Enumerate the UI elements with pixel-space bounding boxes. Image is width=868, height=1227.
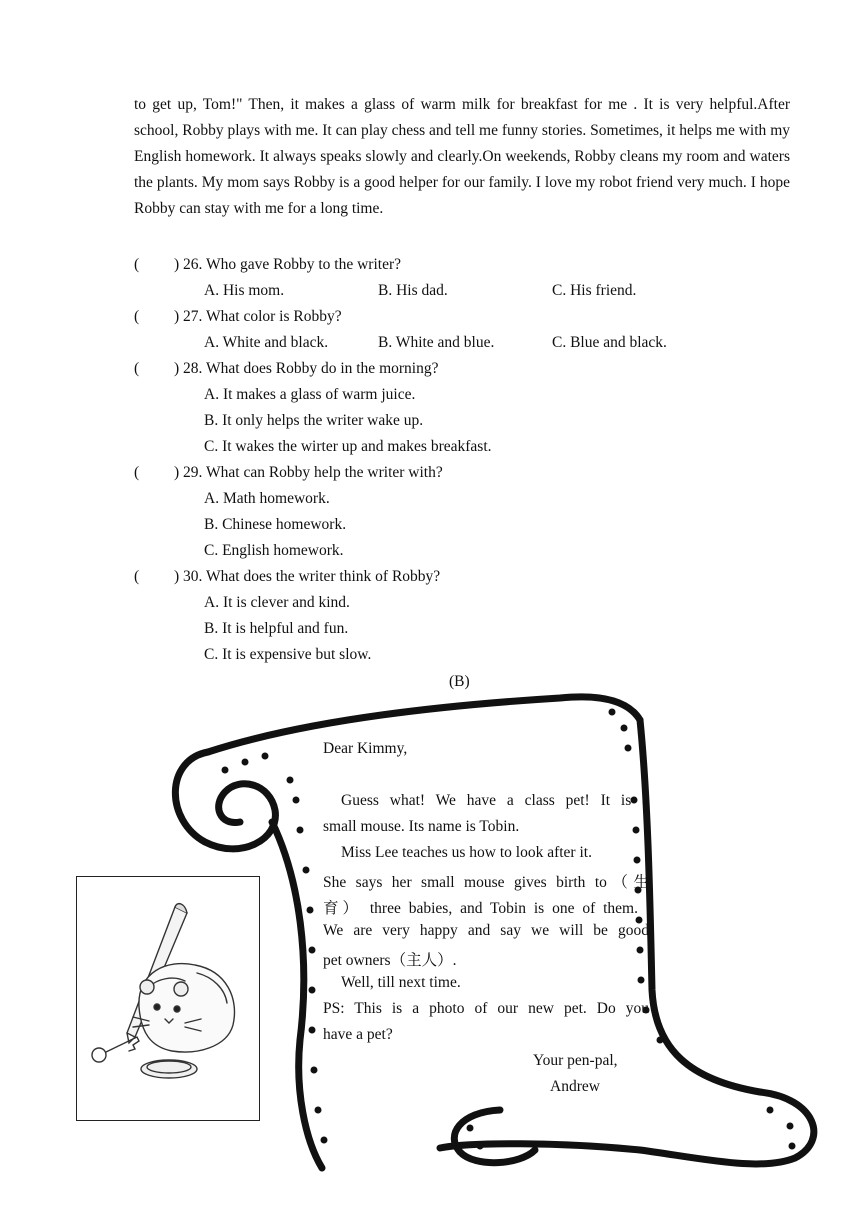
- letter-line: have a pet?: [323, 1026, 393, 1043]
- letter-line: Well, till next time.: [341, 974, 461, 991]
- question-30: [134, 568, 440, 586]
- letter-line: small mouse. Its name is Tobin.: [323, 818, 520, 835]
- letter-signature: Andrew: [550, 1078, 600, 1095]
- question-26: [134, 256, 401, 274]
- option-27-a: A. White and black.: [204, 334, 329, 351]
- question-label: ) 27. What color is Robby?: [174, 308, 342, 325]
- question-29: [134, 464, 443, 482]
- letter-line: pet owners（主人）.: [323, 952, 457, 969]
- question-28: [134, 360, 438, 378]
- letter-closing: Your pen-pal,: [533, 1052, 618, 1069]
- passage-a-text: to get up, Tom!" Then, it makes a glass of warm milk for breakfast for me . It is very helpful.After school, Robby plays with me. It can play chess and tell me funny stories. Sometimes, it helps me with my English homework. It always speaks slowly and clearly.On weekends, Robby cleans my room and waters the plants. My mom says Robby is a good helper for our family. I love my robot friend very much. I hope Robby can stay with me for a long time.: [134, 96, 790, 217]
- letter-line: Miss Lee teaches us how to look after it.: [341, 844, 592, 861]
- option-28-b: B. It only helps the writer wake up.: [204, 412, 424, 429]
- letter-greeting: Dear Kimmy,: [323, 740, 408, 757]
- option-30-b: B. It is helpful and fun.: [204, 620, 349, 637]
- letter-line: 育） three babies, and Tobin is one of them.: [323, 900, 638, 917]
- section-b-heading: (B): [449, 673, 470, 690]
- hamster-icon: [77, 877, 259, 1120]
- option-26-c: C. His friend.: [552, 282, 637, 299]
- option-26-a: A. His mom.: [204, 282, 285, 299]
- letter-line: She says her small mouse gives birth to（生: [323, 874, 649, 891]
- letter-line: Guess what! We have a class pet! It is a: [341, 792, 649, 809]
- option-29-b: B. Chinese homework.: [204, 516, 347, 533]
- answer-blank[interactable]: (: [134, 360, 140, 377]
- question-label: ) 30. What does the writer think of Robby?: [174, 568, 441, 585]
- option-26-b: B. His dad.: [378, 282, 448, 299]
- answer-blank[interactable]: (: [134, 464, 140, 481]
- answer-blank[interactable]: (: [134, 308, 140, 325]
- option-30-c: C. It is expensive but slow.: [204, 646, 372, 663]
- question-27: [134, 308, 342, 326]
- pet-photo-frame: [76, 876, 260, 1121]
- option-27-b: B. White and blue.: [378, 334, 495, 351]
- answer-blank[interactable]: (: [134, 256, 140, 273]
- answer-blank[interactable]: (: [134, 568, 140, 585]
- letter-line: PS: This is a photo of our new pet. Do you: [323, 1000, 649, 1017]
- option-28-c: C. It wakes the wirter up and makes breakfast.: [204, 438, 492, 455]
- question-label: ) 26. Who gave Robby to the writer?: [174, 256, 401, 273]
- option-27-c: C. Blue and black.: [552, 334, 667, 351]
- letter-line: We are very happy and say we will be good: [323, 922, 649, 939]
- option-29-a: A. Math homework.: [204, 490, 330, 507]
- question-label: ) 28. What does Robby do in the morning?: [174, 360, 439, 377]
- option-29-c: C. English homework.: [204, 542, 344, 559]
- option-28-a: A. It makes a glass of warm juice.: [204, 386, 416, 403]
- question-label: ) 29. What can Robby help the writer with?: [174, 464, 443, 481]
- option-30-a: A. It is clever and kind.: [204, 594, 350, 611]
